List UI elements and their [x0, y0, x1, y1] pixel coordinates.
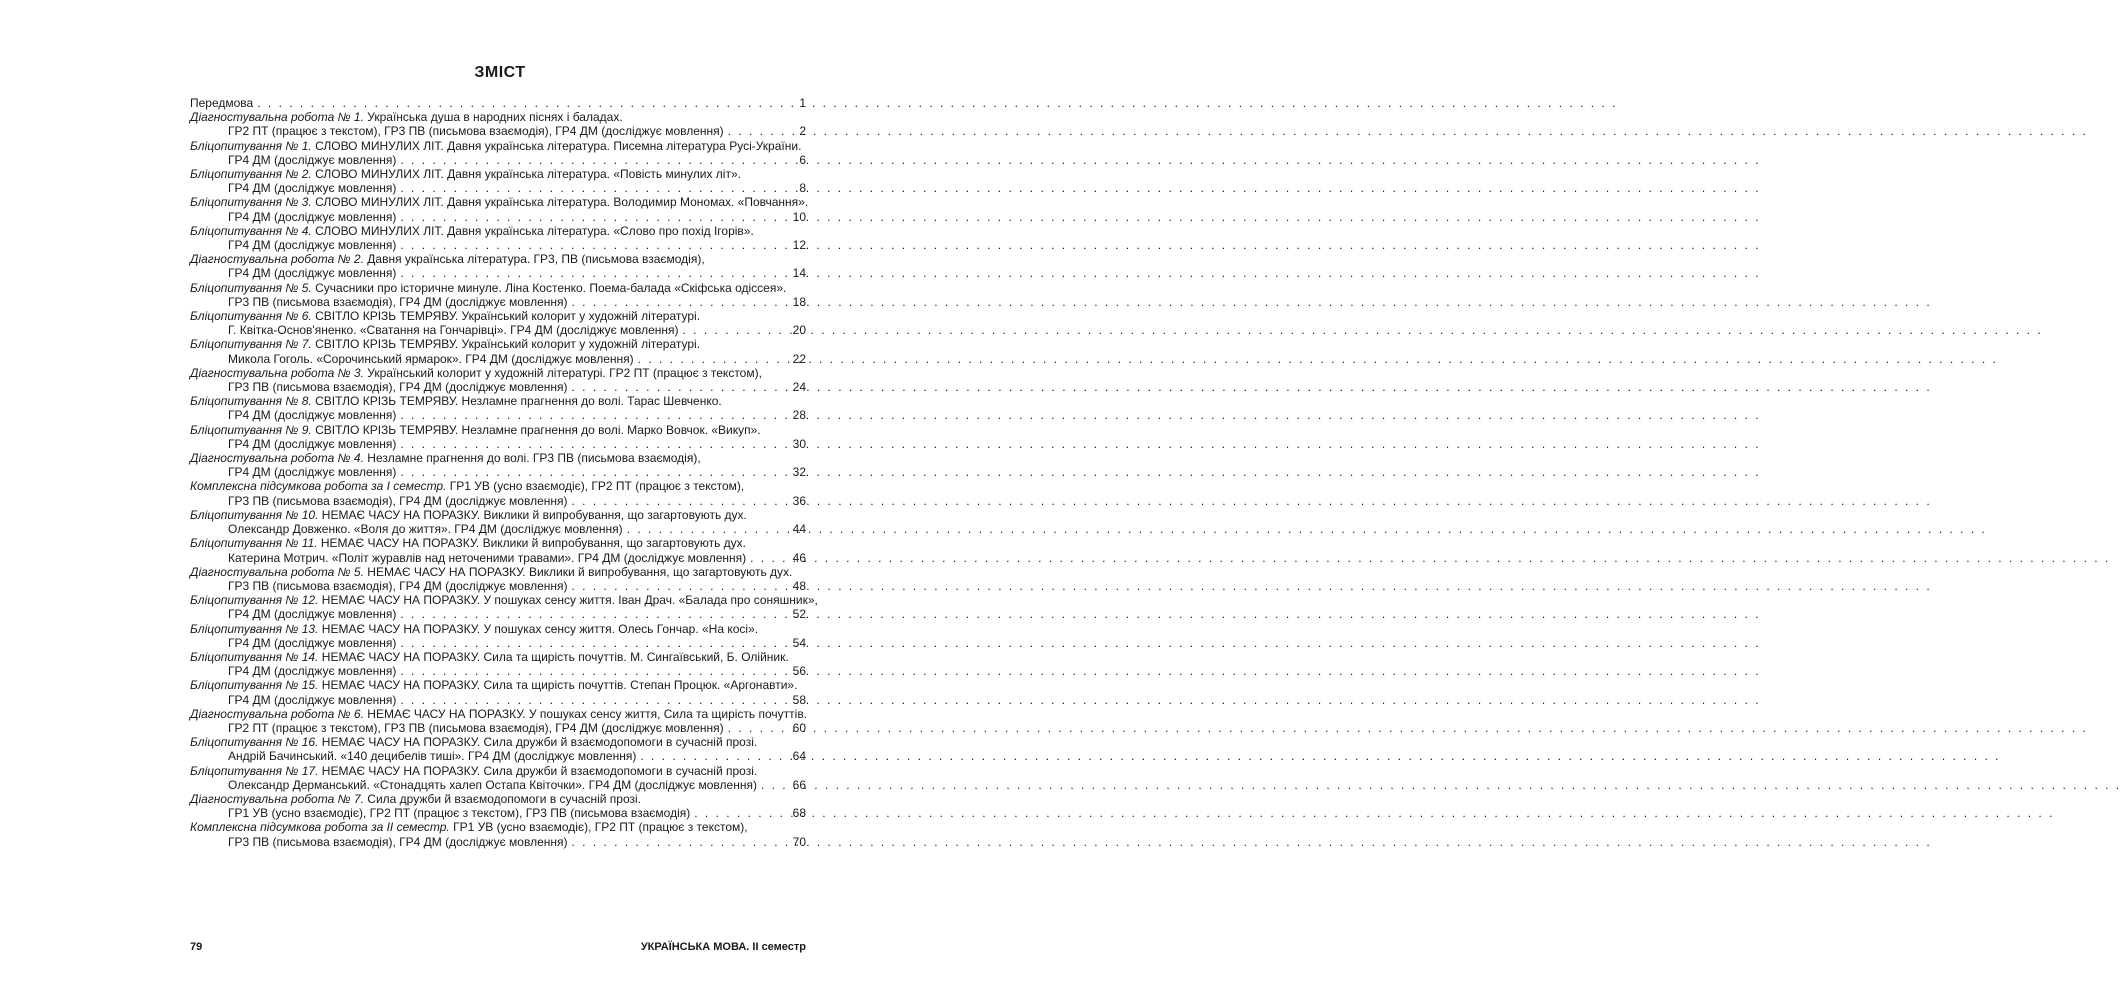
- toc-entry-text: [190, 778, 757, 792]
- toc-entry-description: ГР4 ДМ (досліджує мовлення): [228, 607, 397, 622]
- toc-entry-with-page: [190, 153, 806, 167]
- toc-entry-type: Бліцопитування № 8.: [190, 394, 312, 409]
- toc-page-number: 14: [792, 266, 806, 281]
- toc-page-number: 48: [792, 578, 806, 593]
- dot-leader: [728, 721, 784, 735]
- toc-page-number: 22: [792, 351, 806, 366]
- toc-page-number: 1: [799, 96, 806, 110]
- toc-entry: [190, 479, 806, 493]
- toc-entry-text: [190, 764, 757, 778]
- toc-page-number: 30: [792, 436, 806, 451]
- toc-page-number: 2: [799, 124, 806, 139]
- toc-entry-type: Діагностувальна робота № 1.: [190, 110, 364, 125]
- toc-entry-text: [190, 522, 623, 536]
- toc-entry: [190, 593, 818, 608]
- toc-entry: [190, 820, 806, 834]
- toc-entry-description: НЕМАЄ ЧАСУ НА ПОРАЗКУ. Сила та щирість почуттів. М. Сингаївський, Б. Олійник.: [318, 649, 789, 664]
- toc-page-number: 54: [792, 635, 806, 650]
- toc-page-number: 6: [799, 152, 806, 167]
- toc-entry-text: [190, 394, 722, 408]
- dot-leader: [400, 465, 784, 479]
- toc-entry: [190, 195, 809, 210]
- toc-entry-type: Діагностувальна робота № 6.: [190, 706, 364, 721]
- toc-entry-type: Бліцопитування № 14.: [190, 649, 319, 664]
- toc-entry-description: НЕМАЄ ЧАСУ НА ПОРАЗКУ. Виклики й випробування, що загартовують дух.: [363, 564, 793, 579]
- toc-entry-with-page: [190, 380, 806, 394]
- toc-page-number: 58: [792, 692, 806, 707]
- toc-entry-type: Бліцопитування № 9.: [190, 422, 312, 437]
- toc-entry-description: ГР1 УВ (усно взаємодіє), ГР2 ПТ (працює з текстом),: [446, 479, 745, 494]
- toc-entry-text: [190, 337, 700, 351]
- toc-entry-description: Давня українська література. ГР3, ПВ (письмова взаємодія),: [363, 252, 705, 267]
- toc-entry-type: Бліцопитування № 10.: [190, 507, 319, 522]
- toc-entry-text: [190, 721, 724, 735]
- toc-entry: [190, 792, 806, 806]
- toc-entry-description: ГР3 ПВ (письмова взаємодія), ГР4 ДМ (досліджує мовлення): [228, 380, 568, 395]
- toc-entry: [190, 735, 806, 749]
- toc-entry-text: [190, 664, 396, 678]
- toc-entry-text: [190, 707, 807, 721]
- toc-entry-type: Діагностувальна робота № 4.: [190, 451, 364, 466]
- toc-entry-description: ГР3 ПВ (письмова взаємодія), ГР4 ДМ (досліджує мовлення): [228, 294, 568, 309]
- toc-entry-description: ГР4 ДМ (досліджує мовлення): [228, 238, 397, 253]
- page-number: 79: [190, 941, 203, 953]
- toc-page-number: 46: [792, 550, 806, 565]
- dot-leader: [683, 323, 784, 337]
- toc-entry: [190, 622, 806, 636]
- toc-entry-type: Комплексна підсумкова робота за І семестр.: [190, 479, 447, 494]
- dot-leader: [750, 551, 784, 565]
- toc-entry-type: Бліцопитування № 5.: [190, 280, 312, 295]
- toc-entry-text: [190, 579, 568, 593]
- toc-entry: [190, 309, 806, 323]
- toc-entry-text: [190, 508, 747, 522]
- toc-entry: [190, 565, 806, 579]
- toc-entry-with-page: [190, 551, 806, 565]
- toc-entry-text: [190, 124, 724, 138]
- dot-leader: [400, 664, 784, 678]
- toc-entry-with-page: [190, 693, 806, 707]
- dot-leader: [400, 266, 784, 280]
- toc-entry-description: Сучасники про історичне минуле. Ліна Костенко. Поема-балада «Скіфська одіссея».: [311, 280, 787, 295]
- toc-page-number: 52: [792, 607, 806, 622]
- toc-entry-with-page: [190, 323, 806, 337]
- running-header: УКРАЇНСЬКА МОВА. ІІ семестр: [640, 941, 806, 953]
- toc-entry-text: [190, 224, 754, 238]
- toc-entry-description: СЛОВО МИНУЛИХ ЛІТ. Давня українська література. Володимир Мономах. «Повчання».: [311, 195, 809, 210]
- toc-entry-text: [190, 536, 746, 550]
- toc-entry-text: [190, 281, 786, 295]
- toc-entry-with-page: [190, 210, 806, 224]
- toc-entry-text: [190, 139, 801, 153]
- page-footer: [190, 941, 806, 953]
- toc-entry-text: [190, 408, 396, 422]
- dot-leader: [638, 352, 784, 366]
- toc-page-number: 60: [792, 720, 806, 735]
- toc-entry-with-page: [190, 664, 806, 678]
- toc-entry-text: [190, 167, 741, 181]
- toc-entry-text: [190, 607, 396, 621]
- toc-entry-with-page: [190, 579, 806, 593]
- toc-entry-text: [190, 806, 690, 820]
- dot-leader: [400, 437, 784, 451]
- toc-entry: [190, 394, 806, 408]
- toc-page-number: 66: [792, 777, 806, 792]
- toc-page-number: 24: [792, 380, 806, 395]
- toc-entry-type: Передмова: [190, 96, 254, 110]
- toc-entry-description: НЕМАЄ ЧАСУ НА ПОРАЗКУ. Сила та щирість почуттів. Степан Процюк. «Аргонавти».: [318, 678, 798, 693]
- toc-entry-text: [190, 735, 757, 749]
- toc-entry: [190, 139, 806, 153]
- toc-entry: [190, 281, 806, 295]
- toc-entry-with-page: [190, 522, 806, 536]
- toc-entry-text: [190, 636, 396, 650]
- toc-entry-type: Бліцопитування № 4.: [190, 223, 312, 238]
- toc-entry-text: [190, 366, 762, 380]
- dot-leader: [400, 181, 784, 195]
- toc-entry-text: [190, 181, 396, 195]
- toc-entry-description: СЛОВО МИНУЛИХ ЛІТ. Давня українська література. «Слово про похід Ігорів».: [311, 223, 754, 238]
- toc-entry-description: Андрій Бачинський. «140 децибелів тиші». ГР4 ДМ (досліджує мовлення): [228, 749, 637, 764]
- toc-entry-text: [190, 423, 761, 437]
- toc-entry-text: [190, 465, 396, 479]
- toc-entry-description: ГР2 ПТ (працює з текстом), ГР3 ПВ (письмова взаємодія), ГР4 ДМ (досліджує мовлення): [228, 720, 724, 735]
- toc-entry-description: СЛОВО МИНУЛИХ ЛІТ. Давня українська література. «Повість минулих літ».: [311, 167, 741, 182]
- toc-page-number: 56: [792, 664, 806, 679]
- toc-entry-description: ГР3 ПВ (письмова взаємодія), ГР4 ДМ (досліджує мовлення): [228, 578, 568, 593]
- toc-entry-with-page: [190, 465, 806, 479]
- dot-leader: [257, 96, 784, 110]
- toc-entry-description: Катерина Мотрич. «Політ журавлів над неточеними травами». ГР4 ДМ (досліджує мовлення): [228, 550, 747, 565]
- toc-entry-description: ГР2 ПТ (працює з текстом), ГР3 ПВ (письмова взаємодія), ГР4 ДМ (досліджує мовлення): [228, 124, 724, 139]
- toc-entry: [190, 366, 806, 380]
- toc-entry-type: Бліцопитування № 15.: [190, 678, 319, 693]
- dot-leader: [572, 380, 785, 394]
- toc-entry-text: [190, 252, 705, 266]
- toc-entry-type: Бліцопитування № 16.: [190, 735, 319, 750]
- toc-entry: [190, 167, 806, 181]
- toc-entry-with-page: [190, 749, 806, 763]
- toc-entry-description: ГР4 ДМ (досліджує мовлення): [228, 635, 397, 650]
- toc-entry-type: Бліцопитування № 2.: [190, 167, 312, 182]
- toc-entry-type: Діагностувальна робота № 2.: [190, 252, 364, 267]
- toc-entry: [190, 536, 806, 550]
- toc-entry-description: Олександр Довженко. «Воля до життя». ГР4 ДМ (досліджує мовлення): [228, 522, 623, 537]
- toc-entry: [190, 764, 806, 778]
- toc-entry: [190, 650, 806, 664]
- toc-page-number: 70: [792, 834, 806, 849]
- toc-entry-with-page: [190, 181, 806, 195]
- toc-entry-with-page: [190, 124, 806, 138]
- toc-entry-text: [190, 693, 396, 707]
- toc-entry-with-page: [190, 295, 806, 309]
- toc-entry-description: ГР4 ДМ (досліджує мовлення): [228, 465, 397, 480]
- toc-entry-text: [190, 792, 641, 806]
- toc-entry-text: [190, 323, 679, 337]
- toc-entry-type: Бліцопитування № 11.: [190, 536, 318, 551]
- toc-entry: [190, 678, 806, 692]
- toc-entry: [190, 508, 806, 522]
- toc-page-number: 10: [792, 209, 806, 224]
- dot-leader: [400, 408, 784, 422]
- toc-entry-with-page: [190, 408, 806, 422]
- toc-entry-text: [190, 678, 797, 692]
- dot-leader: [400, 153, 784, 167]
- toc-entry-type: Діагностувальна робота № 3.: [190, 365, 364, 380]
- toc-entry-text: [190, 238, 396, 252]
- toc-entry-text: [190, 210, 396, 224]
- toc-entry-text: [190, 295, 568, 309]
- toc-entry-description: ГР4 ДМ (досліджує мовлення): [228, 436, 397, 451]
- toc-entry: [190, 423, 806, 437]
- toc-entry-text: [190, 622, 758, 636]
- toc-entry-description: НЕМАЄ ЧАСУ НА ПОРАЗКУ. У пошуках сенсу життя. Іван Драч. «Балада про соняшник»,: [318, 593, 818, 608]
- page-title: ЗМІСТ: [474, 64, 526, 81]
- toc-entry-description: СВІТЛО КРІЗЬ ТЕМРЯВУ. Незламне прагнення до волі. Марко Вовчок. «Викуп».: [311, 422, 761, 437]
- toc-entry-with-page: [190, 352, 806, 366]
- toc-entry-type: Бліцопитування № 17.: [190, 763, 319, 778]
- toc-entry-text: [190, 380, 568, 394]
- toc-entry-description: Микола Гоголь. «Сорочинський ярмарок». ГР4 ДМ (досліджує мовлення): [228, 351, 634, 366]
- toc-page-number: 28: [792, 408, 806, 423]
- toc-entry-type: Комплексна підсумкова робота за ІІ семестр.: [190, 820, 450, 835]
- toc-entry-text: [190, 650, 789, 664]
- dot-leader: [400, 210, 784, 224]
- toc-entry: [190, 451, 806, 465]
- toc-page-number: 12: [792, 238, 806, 253]
- toc-entry-type: Бліцопитування № 3.: [190, 195, 312, 210]
- toc-entry-with-page: [190, 835, 806, 849]
- toc-entry-text: [190, 153, 396, 167]
- toc-entry-text: [190, 835, 568, 849]
- toc-entry-text: [190, 352, 634, 366]
- toc-entry-with-page: [190, 778, 806, 792]
- toc-entry-text: [190, 110, 623, 124]
- toc-entry-type: Бліцопитування № 6.: [190, 309, 312, 324]
- toc-page-number: 8: [799, 181, 806, 196]
- toc-entry-text: [190, 565, 792, 579]
- dot-leader: [572, 494, 785, 508]
- toc-entry-description: ГР1 УВ (усно взаємодіє), ГР2 ПТ (працює з текстом), ГР3 ПВ (письмова взаємодія): [228, 806, 691, 821]
- toc-entry-description: ГР4 ДМ (досліджує мовлення): [228, 408, 397, 423]
- toc-page-number: 18: [792, 294, 806, 309]
- dot-leader: [400, 636, 784, 650]
- toc-entry-text: [190, 494, 568, 508]
- toc-entry-with-page: [190, 721, 806, 735]
- toc-page-number: 20: [792, 323, 806, 338]
- dot-leader: [572, 579, 785, 593]
- toc-entry-text: [190, 593, 818, 607]
- toc-entry-description: ГР4 ДМ (досліджує мовлення): [228, 692, 397, 707]
- toc-entry-description: СВІТЛО КРІЗЬ ТЕМРЯВУ. Український колорит у художній літературі.: [311, 337, 701, 352]
- toc-entry-description: СВІТЛО КРІЗЬ ТЕМРЯВУ. Український колорит у художній літературі.: [311, 309, 701, 324]
- toc-entry-type: Діагностувальна робота № 7.: [190, 791, 364, 806]
- toc-page-number: 64: [792, 749, 806, 764]
- toc-entry-type: Бліцопитування № 13.: [190, 621, 319, 636]
- toc-entry-text: [190, 749, 636, 763]
- toc-entry-text: [190, 437, 396, 451]
- dot-leader: [640, 749, 784, 763]
- toc-entry-description: НЕМАЄ ЧАСУ НА ПОРАЗКУ. Виклики й випробування, що загартовують дух.: [318, 507, 747, 522]
- toc-entry-description: ГР3 ПВ (письмова взаємодія), ГР4 ДМ (досліджує мовлення): [228, 493, 568, 508]
- toc-page-number: 44: [792, 522, 806, 537]
- toc-entry-type: Бліцопитування № 12.: [190, 593, 319, 608]
- toc-entry-text: [190, 820, 748, 834]
- dot-leader: [761, 778, 784, 792]
- dot-leader: [572, 295, 785, 309]
- toc-page-number: 68: [792, 806, 806, 821]
- toc-entry-description: ГР1 УВ (усно взаємодіє), ГР2 ПТ (працює з текстом),: [449, 820, 748, 835]
- toc-entry: [190, 707, 806, 721]
- toc-entry-description: ГР4 ДМ (досліджує мовлення): [228, 181, 397, 196]
- toc-entry-description: НЕМАЄ ЧАСУ НА ПОРАЗКУ. Виклики й випробування, що загартовують дух.: [317, 536, 746, 551]
- toc-entry-description: ГР4 ДМ (досліджує мовлення): [228, 152, 397, 167]
- toc-entry-with-page: [190, 636, 806, 650]
- toc-entry-description: ГР4 ДМ (досліджує мовлення): [228, 209, 397, 224]
- dot-leader: [400, 693, 784, 707]
- toc-entry-description: НЕМАЄ ЧАСУ НА ПОРАЗКУ. У пошуках сенсу життя. Олесь Гончар. «На косі».: [318, 621, 759, 636]
- toc-entry-description: ГР3 ПВ (письмова взаємодія), ГР4 ДМ (досліджує мовлення): [228, 834, 568, 849]
- toc-entry-description: СЛОВО МИНУЛИХ ЛІТ. Давня українська література. Писемна література Русі-України.: [311, 138, 802, 153]
- toc-entry-with-page: [190, 806, 806, 820]
- toc-entry-type: Бліцопитування № 1.: [190, 138, 312, 153]
- toc-entry: [190, 252, 806, 266]
- dot-leader: [627, 522, 784, 536]
- toc-entry-type: Бліцопитування № 7.: [190, 337, 312, 352]
- toc-entry-description: НЕМАЄ ЧАСУ НА ПОРАЗКУ. Сила дружби й взаємодопомоги в сучасній прозі.: [318, 763, 758, 778]
- toc-entry-with-page: [190, 238, 806, 252]
- toc-entry-with-page: [190, 494, 806, 508]
- toc-page-number: 32: [792, 465, 806, 480]
- toc-page-number: 36: [792, 493, 806, 508]
- toc-entry-description: Сила дружби й взаємодопомоги в сучасній прозі.: [363, 791, 641, 806]
- table-of-contents: [190, 96, 818, 849]
- toc-entry-description: ГР4 ДМ (досліджує мовлення): [228, 266, 397, 281]
- toc-entry-text: [190, 551, 746, 565]
- dot-leader: [400, 607, 784, 621]
- toc-entry-with-page: [190, 266, 806, 280]
- toc-entry-type: Діагностувальна робота № 5.: [190, 564, 364, 579]
- toc-entry-description: СВІТЛО КРІЗЬ ТЕМРЯВУ. Незламне прагнення до волі. Тарас Шевченко.: [311, 394, 722, 409]
- toc-entry-description: НЕМАЄ ЧАСУ НА ПОРАЗКУ. Сила дружби й взаємодопомоги в сучасній прозі.: [318, 735, 758, 750]
- dot-leader: [400, 238, 784, 252]
- toc-entry-text: [190, 195, 808, 209]
- toc-entry: [190, 224, 806, 238]
- toc-entry-with-page: [190, 96, 806, 110]
- toc-entry-text: [190, 266, 396, 280]
- toc-entry-description: Український колорит у художній літературі. ГР2 ПТ (працює з текстом),: [363, 365, 762, 380]
- toc-entry-description: НЕМАЄ ЧАСУ НА ПОРАЗКУ. У пошуках сенсу життя, Сила та щирість почуттів.: [363, 706, 808, 721]
- toc-entry-description: Українська душа в народних піснях і баладах.: [363, 110, 623, 125]
- toc-entry: [190, 337, 806, 351]
- toc-entry-description: Г. Квітка-Основ'яненко. «Сватання на Гончарівці». ГР4 ДМ (досліджує мовлення): [228, 323, 679, 338]
- toc-entry: [190, 110, 806, 124]
- dot-leader: [728, 124, 784, 138]
- dot-leader: [694, 806, 784, 820]
- toc-entry-description: Олександр Дерманський. «Стонадцять халеп Остапа Квіточки». ГР4 ДМ (досліджує мовлення): [228, 777, 757, 792]
- toc-entry-text: [190, 96, 253, 110]
- toc-entry-text: [190, 479, 744, 493]
- toc-entry-description: ГР4 ДМ (досліджує мовлення): [228, 664, 397, 679]
- toc-entry-text: [190, 451, 701, 465]
- toc-entry-with-page: [190, 437, 806, 451]
- toc-entry-with-page: [190, 607, 806, 621]
- toc-entry-description: Незламне прагнення до волі. ГР3 ПВ (письмова взаємодія),: [363, 451, 701, 466]
- dot-leader: [572, 835, 785, 849]
- toc-entry-text: [190, 309, 700, 323]
